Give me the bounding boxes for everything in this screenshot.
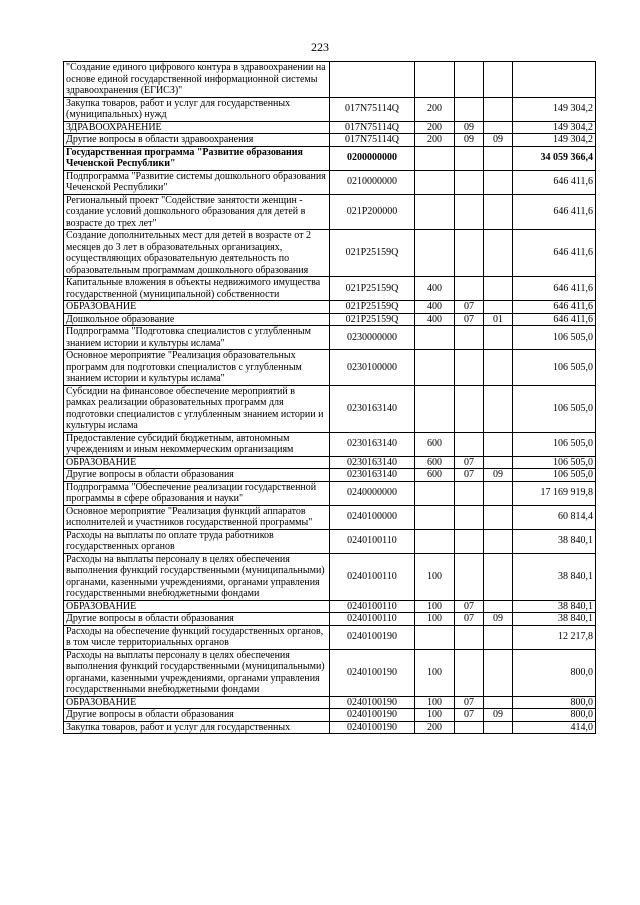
row-code-cell: 021P200000 <box>330 194 415 230</box>
row-subsection-cell <box>484 505 513 529</box>
row-expense-type-cell <box>415 230 455 277</box>
row-subsection-cell: 01 <box>484 313 513 326</box>
row-expense-type-cell <box>415 170 455 194</box>
row-expense-type-cell: 100 <box>415 613 455 626</box>
row-code-cell: 021P25159Q <box>330 301 415 314</box>
table-row <box>64 600 596 613</box>
row-name-cell: ОБРАЗОВАНИЕ <box>64 301 330 314</box>
row-name-cell: Расходы на выплаты по оплате труда работников государственных органов <box>64 529 330 553</box>
row-subsection-cell <box>484 529 513 553</box>
row-code-cell <box>330 62 415 98</box>
row-section-cell: 07 <box>455 301 484 314</box>
row-code-cell: 0200000000 <box>330 146 415 170</box>
row-subsection-cell <box>484 481 513 505</box>
row-section-cell: 07 <box>455 696 484 709</box>
row-amount-cell: 106 505,0 <box>513 326 596 350</box>
row-section-cell: 09 <box>455 121 484 134</box>
row-name-cell: Дошкольное образование <box>64 313 330 326</box>
row-expense-type-cell <box>415 529 455 553</box>
row-amount-cell: 646 411,6 <box>513 277 596 301</box>
row-code-cell: 021P25159Q <box>330 277 415 301</box>
row-subsection-cell: 09 <box>484 613 513 626</box>
row-subsection-cell <box>484 649 513 696</box>
row-subsection-cell <box>484 625 513 649</box>
table-row <box>64 121 596 134</box>
row-subsection-cell <box>484 326 513 350</box>
row-subsection-cell: 09 <box>484 709 513 722</box>
row-section-cell <box>455 625 484 649</box>
row-name-cell: Создание дополнительных мест для детей в возрасте от 2 месяцев до 3 лет в образовательных организациях, осуществляющих образовательную деятельность по образовательным программам дошкольного образования <box>64 230 330 277</box>
row-name-cell: Расходы на обеспечение функций государственных органов, в том числе территориальных органов <box>64 625 330 649</box>
table-row <box>64 313 596 326</box>
row-amount-cell: 38 840,1 <box>513 553 596 600</box>
row-code-cell: 0240100190 <box>330 721 415 734</box>
row-subsection-cell <box>484 301 513 314</box>
row-expense-type-cell: 400 <box>415 277 455 301</box>
row-expense-type-cell <box>415 625 455 649</box>
row-name-cell: Основное мероприятие "Реализация образовательных программ для подготовки специалистов с углубленным знанием истории и культуры ислама" <box>64 350 330 386</box>
row-amount-cell: 38 840,1 <box>513 529 596 553</box>
row-subsection-cell <box>484 385 513 432</box>
table-row <box>64 505 596 529</box>
row-subsection-cell <box>484 146 513 170</box>
table-row <box>64 146 596 170</box>
row-code-cell: 0240100190 <box>330 709 415 722</box>
row-section-cell <box>455 62 484 98</box>
table-row <box>64 277 596 301</box>
row-amount-cell: 106 505,0 <box>513 385 596 432</box>
budget-table-body <box>64 62 596 734</box>
row-subsection-cell: 09 <box>484 469 513 482</box>
row-expense-type-cell <box>415 385 455 432</box>
row-name-cell: Другие вопросы в области образования <box>64 469 330 482</box>
budget-table <box>63 61 596 734</box>
row-code-cell: 0240100190 <box>330 696 415 709</box>
row-expense-type-cell: 100 <box>415 696 455 709</box>
row-section-cell <box>455 649 484 696</box>
row-amount-cell: 149 304,2 <box>513 134 596 147</box>
row-name-cell: Региональный проект "Содействие занятости женщин - создание условий дошкольного образования для детей в возрасте до трех лет" <box>64 194 330 230</box>
row-expense-type-cell: 100 <box>415 553 455 600</box>
row-name-cell: ЗДРАВООХРАНЕНИЕ <box>64 121 330 134</box>
row-name-cell: Закупка товаров, работ и услуг для государственных <box>64 721 330 734</box>
row-code-cell: 0240100190 <box>330 625 415 649</box>
row-expense-type-cell: 200 <box>415 121 455 134</box>
table-row <box>64 326 596 350</box>
row-name-cell: Расходы на выплаты персоналу в целях обеспечения выполнения функций государственными (муниципальными) органами, казенными учреждениями, органами управления государственными внебюджетными фондами <box>64 553 330 600</box>
row-expense-type-cell <box>415 481 455 505</box>
row-code-cell: 0240100110 <box>330 613 415 626</box>
table-row <box>64 62 596 98</box>
row-subsection-cell <box>484 432 513 456</box>
row-amount-cell: 800,0 <box>513 709 596 722</box>
row-code-cell: 0230100000 <box>330 350 415 386</box>
row-section-cell: 07 <box>455 456 484 469</box>
row-subsection-cell <box>484 230 513 277</box>
row-section-cell <box>455 385 484 432</box>
row-amount-cell: 12 217,8 <box>513 625 596 649</box>
row-section-cell <box>455 505 484 529</box>
row-subsection-cell <box>484 456 513 469</box>
row-name-cell: Государственная программа "Развитие образования Чеченской Республики" <box>64 146 330 170</box>
row-name-cell: Другие вопросы в области здравоохранения <box>64 134 330 147</box>
row-expense-type-cell <box>415 146 455 170</box>
row-section-cell <box>455 326 484 350</box>
row-name-cell: Субсидии на финансовое обеспечение мероприятий в рамках реализации образовательных программ для подготовки специалистов с углубленным знанием истории и культуры ислама <box>64 385 330 432</box>
row-code-cell: 0230163140 <box>330 385 415 432</box>
row-amount-cell: 149 304,2 <box>513 121 596 134</box>
row-subsection-cell: 09 <box>484 134 513 147</box>
row-name-cell: ОБРАЗОВАНИЕ <box>64 456 330 469</box>
table-row <box>64 301 596 314</box>
row-expense-type-cell: 400 <box>415 313 455 326</box>
row-subsection-cell <box>484 721 513 734</box>
row-section-cell: 07 <box>455 709 484 722</box>
row-amount-cell: 60 814,4 <box>513 505 596 529</box>
row-code-cell: 0240100110 <box>330 553 415 600</box>
row-name-cell: Подпрограмма "Развитие системы дошкольного образования Чеченской Республики" <box>64 170 330 194</box>
row-expense-type-cell: 100 <box>415 709 455 722</box>
row-section-cell <box>455 146 484 170</box>
table-row <box>64 194 596 230</box>
row-code-cell: 0240100190 <box>330 649 415 696</box>
row-expense-type-cell <box>415 194 455 230</box>
table-row <box>64 553 596 600</box>
row-expense-type-cell: 600 <box>415 432 455 456</box>
row-code-cell: 0230163140 <box>330 456 415 469</box>
row-code-cell: 017N75114Q <box>330 134 415 147</box>
row-code-cell: 0230163140 <box>330 469 415 482</box>
row-name-cell: ОБРАЗОВАНИЕ <box>64 600 330 613</box>
table-row <box>64 649 596 696</box>
row-expense-type-cell <box>415 350 455 386</box>
row-code-cell: 0240100110 <box>330 529 415 553</box>
row-section-cell <box>455 277 484 301</box>
row-expense-type-cell: 100 <box>415 649 455 696</box>
row-section-cell <box>455 721 484 734</box>
row-expense-type-cell: 200 <box>415 97 455 121</box>
table-row <box>64 432 596 456</box>
table-row <box>64 721 596 734</box>
row-name-cell: Закупка товаров, работ и услуг для государственных (муниципальных) нужд <box>64 97 330 121</box>
row-section-cell <box>455 432 484 456</box>
row-subsection-cell <box>484 62 513 98</box>
row-section-cell <box>455 230 484 277</box>
row-subsection-cell <box>484 600 513 613</box>
row-section-cell <box>455 97 484 121</box>
page-number: 223 <box>311 40 329 54</box>
row-expense-type-cell: 200 <box>415 721 455 734</box>
row-section-cell <box>455 350 484 386</box>
row-amount-cell: 106 505,0 <box>513 432 596 456</box>
row-section-cell: 07 <box>455 613 484 626</box>
row-expense-type-cell <box>415 505 455 529</box>
row-name-cell: Подпрограмма "Обеспечение реализации государственной программы в сфере образования и науки" <box>64 481 330 505</box>
row-subsection-cell <box>484 696 513 709</box>
row-section-cell <box>455 194 484 230</box>
row-code-cell: 021P25159Q <box>330 313 415 326</box>
row-code-cell: 017N75114Q <box>330 121 415 134</box>
row-code-cell: 017N75114Q <box>330 97 415 121</box>
row-section-cell: 07 <box>455 469 484 482</box>
row-amount-cell: 106 505,0 <box>513 456 596 469</box>
row-subsection-cell <box>484 121 513 134</box>
row-subsection-cell <box>484 194 513 230</box>
row-name-cell: Основное мероприятие "Реализация функций аппаратов исполнителей и участников государственной программы" <box>64 505 330 529</box>
table-row <box>64 134 596 147</box>
row-subsection-cell <box>484 553 513 600</box>
table-row <box>64 456 596 469</box>
row-amount-cell: 106 505,0 <box>513 469 596 482</box>
row-name-cell: Капитальные вложения в объекты недвижимого имущества государственной (муниципальной) собственности <box>64 277 330 301</box>
row-expense-type-cell <box>415 62 455 98</box>
row-name-cell: ОБРАЗОВАНИЕ <box>64 696 330 709</box>
row-amount-cell: 34 059 366,4 <box>513 146 596 170</box>
row-expense-type-cell: 600 <box>415 469 455 482</box>
row-name-cell: Предоставление субсидий бюджетным, автономным учреждениям и иным некоммерческим организациям <box>64 432 330 456</box>
row-section-cell <box>455 529 484 553</box>
row-name-cell: Другие вопросы в области образования <box>64 613 330 626</box>
row-expense-type-cell: 600 <box>415 456 455 469</box>
row-code-cell: 0230000000 <box>330 326 415 350</box>
row-amount-cell: 646 411,6 <box>513 230 596 277</box>
row-expense-type-cell: 100 <box>415 600 455 613</box>
table-row <box>64 696 596 709</box>
row-amount-cell: 646 411,6 <box>513 301 596 314</box>
row-code-cell: 0230163140 <box>330 432 415 456</box>
row-subsection-cell <box>484 170 513 194</box>
row-code-cell: 0240000000 <box>330 481 415 505</box>
table-row <box>64 170 596 194</box>
row-amount-cell: 17 169 919,8 <box>513 481 596 505</box>
row-code-cell: 0240100000 <box>330 505 415 529</box>
table-row <box>64 469 596 482</box>
row-amount-cell: 800,0 <box>513 696 596 709</box>
row-section-cell: 07 <box>455 600 484 613</box>
row-name-cell: Расходы на выплаты персоналу в целях обеспечения выполнения функций государственными (муниципальными) органами, казенными учреждениями, органами управления государственными внебюджетными фондами <box>64 649 330 696</box>
table-row <box>64 481 596 505</box>
row-amount-cell: 38 840,1 <box>513 600 596 613</box>
row-subsection-cell <box>484 277 513 301</box>
row-amount-cell: 38 840,1 <box>513 613 596 626</box>
row-amount-cell: 646 411,6 <box>513 194 596 230</box>
table-row <box>64 613 596 626</box>
row-name-cell: Подпрограмма "Подготовка специалистов с углубленным знанием истории и культуры ислама" <box>64 326 330 350</box>
table-row <box>64 385 596 432</box>
row-amount-cell: 414,0 <box>513 721 596 734</box>
table-row <box>64 230 596 277</box>
row-section-cell: 09 <box>455 134 484 147</box>
row-code-cell: 0240100110 <box>330 600 415 613</box>
table-row <box>64 625 596 649</box>
row-expense-type-cell: 200 <box>415 134 455 147</box>
row-code-cell: 0210000000 <box>330 170 415 194</box>
row-amount-cell: 646 411,6 <box>513 170 596 194</box>
table-row <box>64 97 596 121</box>
row-amount-cell: 106 505,0 <box>513 350 596 386</box>
row-expense-type-cell <box>415 326 455 350</box>
row-section-cell <box>455 481 484 505</box>
row-amount-cell: 800,0 <box>513 649 596 696</box>
table-row <box>64 709 596 722</box>
table-row <box>64 529 596 553</box>
row-subsection-cell <box>484 97 513 121</box>
row-amount-cell: 149 304,2 <box>513 97 596 121</box>
row-amount-cell: 646 411,6 <box>513 313 596 326</box>
row-name-cell: Другие вопросы в области образования <box>64 709 330 722</box>
row-section-cell <box>455 553 484 600</box>
row-section-cell <box>455 170 484 194</box>
row-expense-type-cell: 400 <box>415 301 455 314</box>
row-subsection-cell <box>484 350 513 386</box>
row-section-cell: 07 <box>455 313 484 326</box>
row-name-cell: "Создание единого цифрового контура в здравоохранении на основе единой государственной информационной системы здравоохранения (ЕГИСЗ)" <box>64 62 330 98</box>
table-row <box>64 350 596 386</box>
row-amount-cell <box>513 62 596 98</box>
row-code-cell: 021P25159Q <box>330 230 415 277</box>
